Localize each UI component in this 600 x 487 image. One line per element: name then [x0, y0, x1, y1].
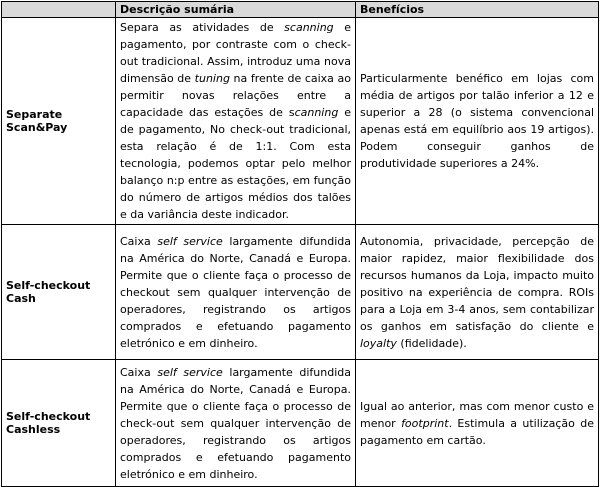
text-run: e de pagamento, No check-out tradicional, esta relação é de 1:1. Com esta tecnologia, podemos optar pelo melhor balanço n:p entre as estações, em função do número de artigos médios dos talões e da variância deste indicador. — [120, 106, 352, 221]
text-run: Igual ao anterior, mas com menor custo e menor — [360, 399, 594, 430]
description-cell — [116, 360, 356, 487]
description-cell — [116, 18, 356, 225]
text-run: na frente de caixa ao permitir novas relações entre a capacidade das estações de s — [120, 72, 351, 119]
text-run: Caixa — [120, 365, 158, 379]
header-cell-description: Descrição sumária — [116, 2, 356, 18]
italic-text: self service — [157, 365, 223, 379]
italic-text: footprint — [401, 416, 449, 430]
header-row — [2, 2, 599, 18]
text-run: . Estimula a utilização de pagamento em cartão. — [360, 416, 594, 447]
benefits-cell — [356, 360, 599, 487]
italic-text: loyalty — [360, 336, 397, 350]
text-run: Caixa — [120, 234, 158, 248]
table-row — [2, 225, 599, 360]
italic-text: canning — [294, 106, 339, 119]
italic-text: tuning — [194, 72, 230, 85]
italic-text: scanning — [284, 21, 334, 34]
row-label: Separate Scan&Pay — [2, 18, 116, 225]
table-row — [2, 360, 599, 487]
text-run: (fidelidade). — [396, 336, 467, 350]
description-cell — [116, 225, 356, 360]
header-cell-empty — [2, 2, 116, 18]
benefits-cell — [356, 18, 599, 225]
text-run: Separa as atividades de — [120, 21, 285, 34]
header-cell-benefits: Benefícios — [356, 2, 599, 18]
text-run: largamente difundida na América do Norte, Canadá e Europa. Permite que o cliente faça o processo de check-out sem qualquer intervenção de operadores, registrando os artigos comprados e efetuando pagamento eletrónico e em dinheiro. — [120, 365, 351, 481]
benefits-cell — [356, 225, 599, 360]
italic-text: self service — [157, 234, 223, 248]
comparison-table — [1, 1, 599, 487]
text-run: Autonomia, privacidade, percepção de maior rapidez, maior flexibilidade dos recursos humanos da Loja, impacto muito positivo na experiência de compra. ROIs para a Loja em 3-4 anos, sem contabilizar os ganhos em satisfação do cliente e — [360, 234, 594, 333]
row-label: Self-checkout Cash — [2, 225, 116, 360]
table-row — [2, 18, 599, 225]
text-run: e pagamento, por contraste com o check-out tradicional. Assim, introduz uma nova dimensão de — [120, 21, 352, 85]
text-run: Particularmente benéfico em lojas com média de artigos por talão inferior a 12 e superior a 28 (o sistema convencional apenas está em equilíbrio aos 19 artigos). Podem conseguir ganhos de produtividade superiores a 24%. — [360, 72, 594, 170]
row-label: Self-checkout Cashless — [2, 360, 116, 487]
text-run: largamente difundida na América do Norte, Canadá e Europa. Permite que o cliente faça o processo de checkout sem qualquer intervenção de operadores, registrando os artigos comprados e efetuando pagamento eletrónico e em dinheiro. — [120, 234, 351, 350]
